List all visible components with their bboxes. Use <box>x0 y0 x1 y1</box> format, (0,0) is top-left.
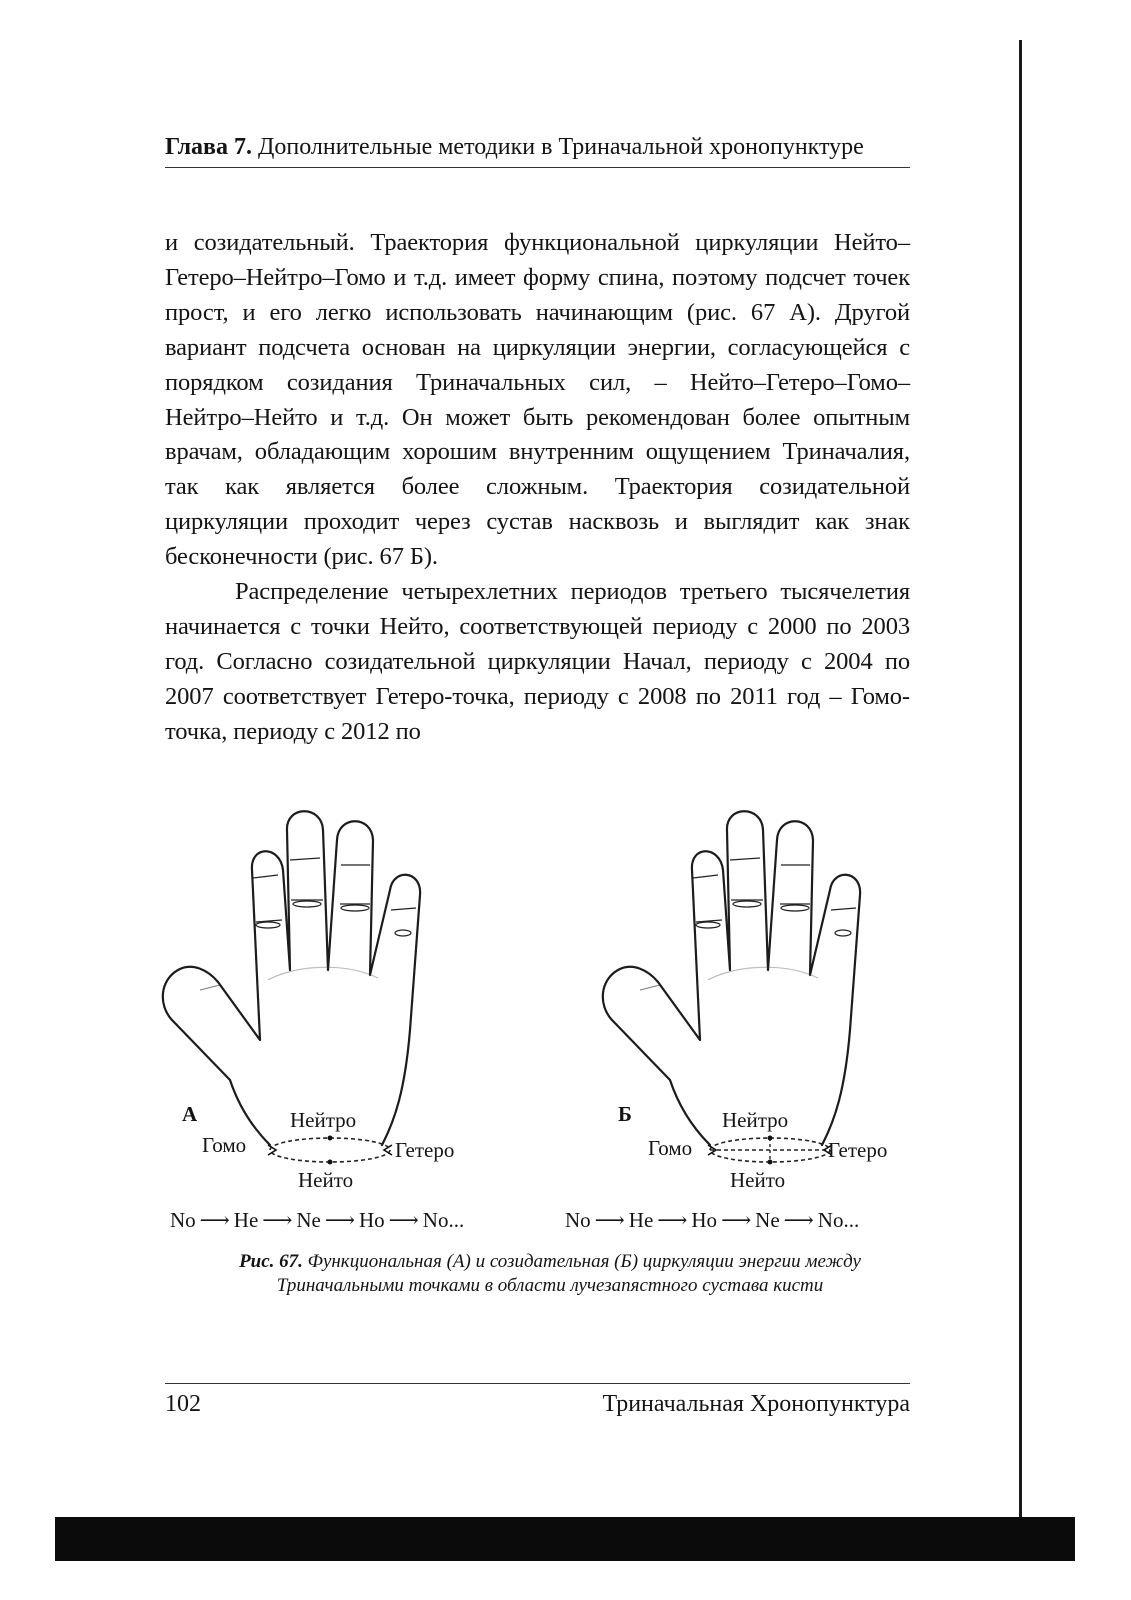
page-number: 102 <box>165 1391 201 1417</box>
caption-text: Функциональная (А) и созидательная (Б) циркуляции энергии между Триначальными точками в области лучезапястного сустава кисти <box>276 1251 861 1296</box>
seq-item: No <box>565 1208 591 1232</box>
page-footer <box>165 1383 910 1417</box>
seq-item: Ho <box>691 1208 718 1232</box>
running-header <box>165 130 910 168</box>
panel-b-label-neito: Нейто <box>730 1168 786 1192</box>
arrow-right-icon: ⟶ <box>721 1208 752 1232</box>
arrow-right-icon: ⟶ <box>657 1208 688 1232</box>
panel-a-label-getero: Гетеро <box>395 1138 455 1162</box>
panel-b-label-getero: Гетеро <box>828 1138 888 1162</box>
seq-item: No... <box>817 1208 860 1232</box>
seq-item: Ne <box>296 1208 321 1232</box>
panel-a-label-neitro: Нейтро <box>290 1108 357 1132</box>
seq-item: Ne <box>755 1208 780 1232</box>
figure-67 <box>160 800 920 1240</box>
arrow-right-icon: ⟶ <box>783 1208 814 1232</box>
arrow-right-icon: ⟶ <box>262 1208 293 1232</box>
panel-a-sequence <box>170 1208 464 1233</box>
panel-a-letter: А <box>182 1102 198 1126</box>
book-title: Триначальная Хронопунктура <box>602 1391 910 1417</box>
panel-b-label-gomo: Гомо <box>648 1136 693 1160</box>
panel-a-label-gomo: Гомо <box>202 1133 247 1157</box>
arrow-right-icon: ⟶ <box>388 1208 419 1232</box>
panel-b-label-neitro: Нейтро <box>722 1108 789 1132</box>
scan-bottom-band <box>55 1517 1075 1561</box>
chapter-number: Глава 7. <box>165 134 252 160</box>
panel-b-letter: Б <box>618 1102 632 1126</box>
paragraph: и созидательный. Траектория функциональной циркуляции Нейто–Гетеро–Нейтро–Гомо и т.д. имеет форму спина, поэтому подсчет точек прост, и его легко использовать начинающим (рис. 67 А). Другой вариант подсчета основан на циркуляции энергии, согласующейся с порядком созидания Триначальных сил, – Нейто–Гетеро–Гомо–Нейтро–Нейто и т.д. Он может быть рекомендован более опытным врачам, обладающим хорошим внутренним ощущением Триначалия, так как является более сложным. Траектория созидательной циркуляции проходит через сустав насквозь и выглядит как знак бесконечности (рис. 67 Б). <box>165 229 910 571</box>
seq-item: No <box>170 1208 196 1232</box>
panel-b-sequence <box>565 1208 859 1233</box>
chapter-title: Дополнительные методики в Триначальной хронопунктуре <box>258 134 864 160</box>
body-text <box>165 226 910 750</box>
panel-a-label-neito: Нейто <box>298 1168 354 1192</box>
arrow-right-icon: ⟶ <box>594 1208 625 1232</box>
page-edge-rule <box>1019 40 1022 1520</box>
arrow-right-icon: ⟶ <box>199 1208 230 1232</box>
figure-caption <box>220 1250 880 1298</box>
caption-number: Рис. 67. <box>239 1251 303 1272</box>
seq-item: No... <box>422 1208 465 1232</box>
arrow-right-icon: ⟶ <box>324 1208 355 1232</box>
seq-item: He <box>628 1208 654 1232</box>
seq-item: He <box>233 1208 259 1232</box>
seq-item: Ho <box>359 1208 385 1232</box>
paragraph: Распределение четырехлетних периодов третьего тысячелетия начинается с точки Нейто, соответствующей периоду с 2000 по 2003 год. Согласно созидательной циркуляции Начал, периоду с 2004 по 2007 соответствует Гетеро-точка, периоду с 2008 по 2011 год – Гомо-точка, периоду с 2012 по <box>165 578 910 745</box>
hands-illustration <box>160 800 920 1240</box>
